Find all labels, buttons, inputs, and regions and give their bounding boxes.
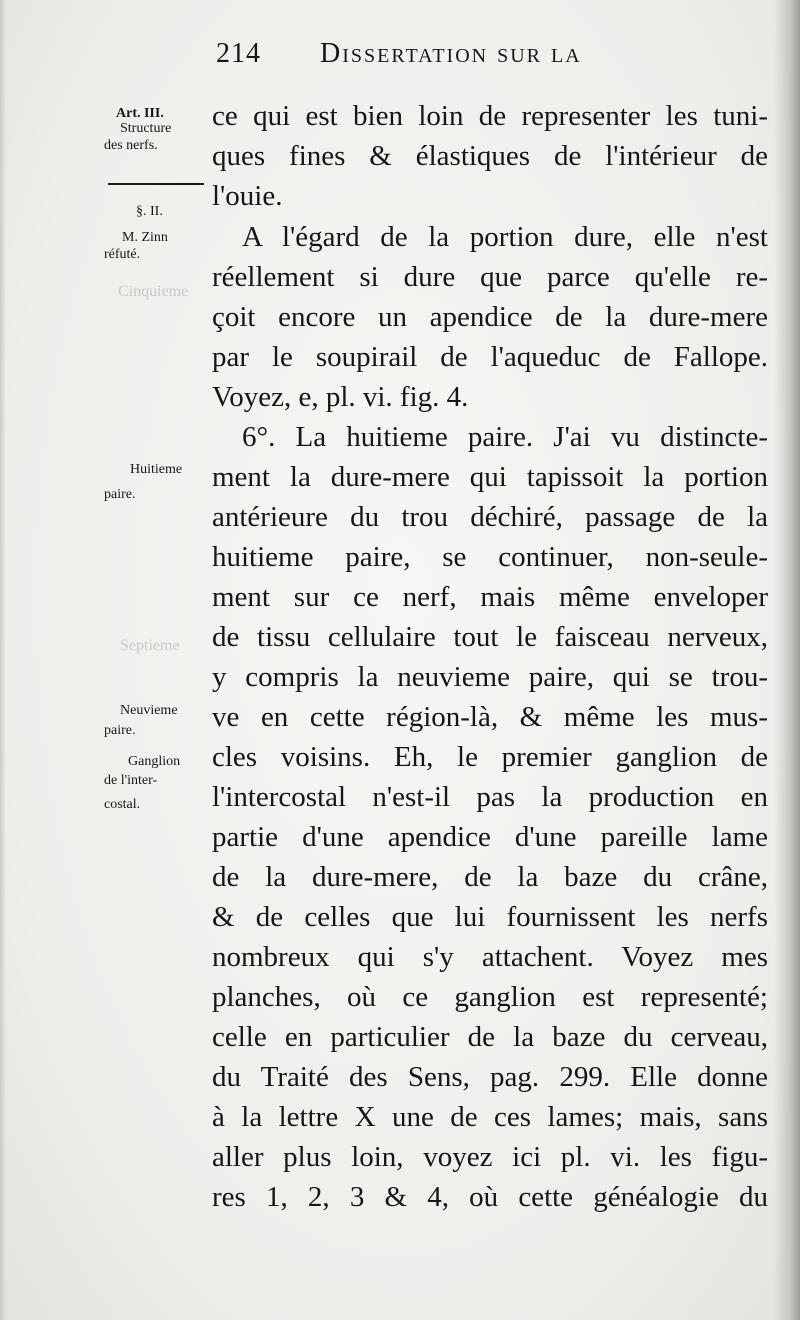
text-line: ment sur ce nerf, mais même enveloper [212, 581, 768, 613]
text-line: Voyez, e, pl. vi. fig. 4. [212, 381, 469, 413]
page-header [212, 38, 672, 78]
text-line: partie d'une apendice d'une pareille lame [212, 821, 768, 853]
margin-note-costal: costal. [104, 797, 141, 812]
text-line: par le soupirail de l'aqueduc de Fallope. [212, 341, 768, 373]
margin-note-des-nerfs: des nerfs. [104, 138, 158, 153]
text-line: çoit encore un apendice de la dure-mere [212, 301, 768, 333]
text-line: ques fines & élastiques de l'intérieur de [212, 140, 768, 172]
text-line: de tissu cellulaire tout le faisceau nerveux, [212, 621, 768, 653]
margin-note-huitieme-paire: paire. [104, 487, 136, 502]
page-number: 214 [216, 38, 261, 69]
text-line: ment la dure-mere qui tapissoit la portion [212, 461, 768, 493]
text-line: du Traité des Sens, pag. 299. Elle donne [212, 1061, 768, 1093]
text-line: 6°. La huitieme paire. J'ai vu distincte- [242, 421, 768, 453]
margin-note-ganglion: Ganglion [128, 754, 181, 769]
text-line: aller plus loin, voyez ici pl. vi. les figu- [212, 1141, 768, 1173]
text-line: ce qui est bien loin de representer les tuni- [212, 100, 768, 132]
bleed-through-text: Septieme [120, 637, 180, 654]
running-head: Dissertation sur la [320, 38, 582, 69]
text-line: nombreux qui s'y attachent. Voyez mes [212, 941, 768, 973]
margin-note-intercostal: de l'inter- [104, 773, 158, 788]
text-line: à la lettre X une de ces lames; mais, sans [212, 1101, 768, 1133]
text-line: l'ouie. [212, 180, 283, 212]
text-line: planches, où ce ganglion est representé; [212, 981, 768, 1013]
text-line: réellement si dure que parce qu'elle re- [212, 261, 768, 293]
text-line: de la dure-mere, de la baze du crâne, [212, 861, 768, 893]
text-line: cles voisins. Eh, le premier ganglion de [212, 741, 768, 773]
margin-note-zinn: M. Zinn [122, 230, 168, 245]
margin-note-neuvieme: Neuvieme [120, 703, 178, 718]
text-line: antérieure du trou déchiré, passage de la [212, 501, 768, 533]
margin-note-section: §. II. [136, 204, 163, 219]
margin-note-structure: Structure [120, 121, 172, 136]
bleed-through-text: Cinquieme [118, 283, 189, 300]
text-line: huitieme paire, se continuer, non-seule- [212, 541, 768, 573]
text-line: & de celles que lui fournissent les nerfs [212, 901, 768, 933]
page-left-edge [0, 0, 6, 1320]
margin-note-huitieme: Huitieme [130, 462, 183, 477]
text-line: l'intercostal n'est-il pas la production en [212, 781, 768, 813]
page-gutter-shadow [774, 0, 800, 1320]
margin-rule [108, 183, 204, 185]
text-line: y compris la neuvieme paire, qui se trou- [212, 661, 768, 693]
margin-note-refute: réfuté. [104, 247, 141, 262]
margin-note-article: Art. III. [116, 106, 164, 121]
text-line: A l'égard de la portion dure, elle n'est [242, 221, 768, 253]
text-line: celle en particulier de la baze du cerveau, [212, 1021, 768, 1053]
text-line: ve en cette région-là, & même les mus- [212, 701, 768, 733]
margin-note-neuvieme-paire: paire. [104, 723, 136, 738]
text-line: res 1, 2, 3 & 4, où cette généalogie du [212, 1181, 768, 1213]
